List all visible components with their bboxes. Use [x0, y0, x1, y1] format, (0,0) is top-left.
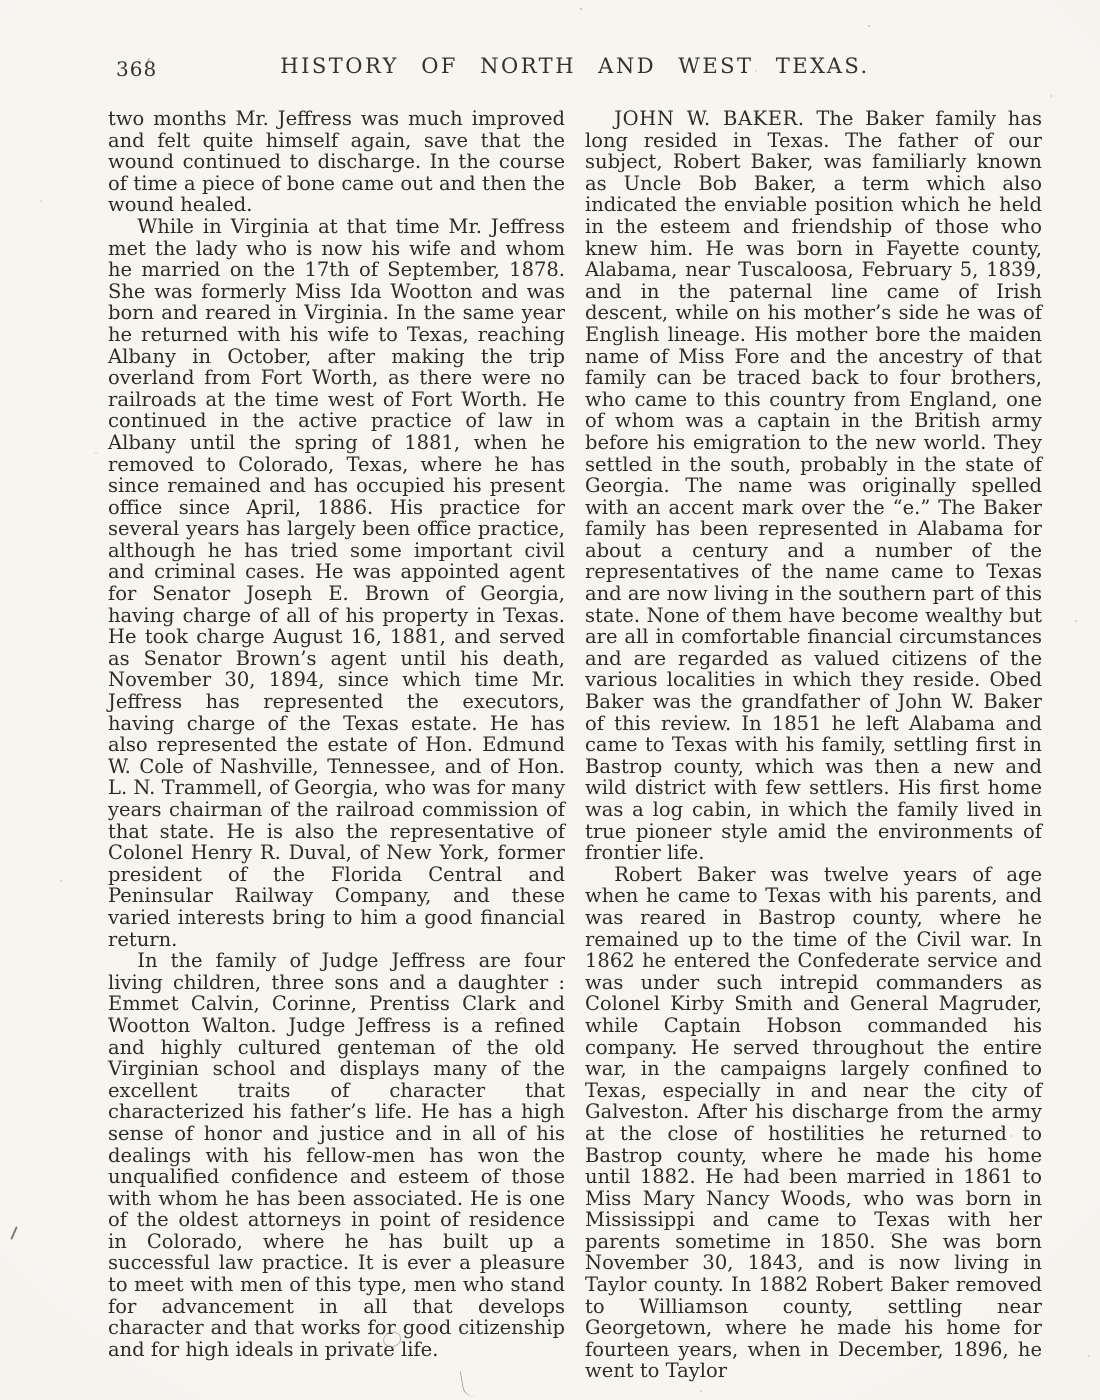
left-column: [108, 108, 565, 1382]
paragraph-text: The Baker family has long resided in Texas. The father of our subject, Robert Baker, was familiarly known as Uncle Bob Baker, a term which also indicated the enviable position which he held in the esteem and friendship of those who knew him. He was born in Fayette county, Alabama, near Tuscaloosa, February 5, 1839, and in the paternal line came of Irish descent, while on his mother’s side he was of English lineage. His mother bore the maiden name of Miss Fore and the ancestry of that family can be traced back to four brothers, who came to this country from England, one of whom was a captain in the British army before his emigration to the new world. They settled in the south, probably in the state of Georgia. The name was originally spelled with an accent mark over the “e.” The Baker family has been represented in Alabama for about a century and a number of the representatives of the name came to Texas and are now living in the southern part of this state. None of them have become wealthy but are all in comfortable financial circumstances and are regarded as valued citizens of the various localities in which they reside. Obed Baker was the grandfather of John W. Baker of this review. In 1851 he left Alabama and came to Texas with his family, settling first in Bastrop county, which was then a new and wild district with few settlers. His first home was a log cabin, in which the family lived in true pioneer style amid the environments of frontier life.: [585, 107, 1042, 865]
paragraph: In the family of Judge Jeffress are four living children, three sons and a daughter : Emmet Calvin, Corinne, Prentiss Clark and Wootton Walton. Judge Jeffress is a refined and highly cultured genteman of the old Virginian school and displays many of the excellent traits of character that characterized his father’s life. He has a high sense of honor and justice and in all of his dealings with his fellow-men has won the unqualified confidence and esteem of those with whom he has been associated. He is one of the oldest attorneys in point of residence in Colorado, where he has built up a successful law practice. It is ever a pleasure to meet with men of this type, men who stand for advancement in all that develops character and that works for good citizenship and for high ideals in private life.: [108, 949, 565, 1361]
article-title: JOHN W. BAKER.: [614, 107, 805, 130]
text-columns: [108, 108, 1042, 1382]
page-number: 368: [116, 57, 158, 81]
paragraph: [585, 108, 1042, 864]
running-header-title: HISTORY OF NORTH AND WEST TEXAS.: [280, 54, 870, 78]
scan-artifact-specks: [0, 0, 2, 2]
scan-artifact-pen-mark: [10, 1226, 18, 1240]
paragraph: Robert Baker was twelve years of age when he came to Texas with his parents, and was reared in Bastrop county, where he remained up to the time of the Civil war. In 1862 he entered the Confederate service and was under such intrepid commanders as Colonel Kirby Smith and General Magruder, while Captain Hobson commanded his company. He served throughout the entire war, in the campaigns largely confined to Texas, especially in and near the city of Galveston. After his discharge from the army at the close of hostilities he returned to Bastrop county, where he made his home until 1882. He had been married in 1861 to Miss Mary Nancy Woods, who was born in Mississippi and came to Texas with her parents sometime in 1850. She was born November 30, 1843, and is now living in Taylor county. In 1882 Robert Baker removed to Williamson county, settling near Georgetown, where he made his home for fourteen years, when in December, 1896, he went to Taylor: [585, 862, 1042, 1383]
right-column: [585, 108, 1042, 1382]
page-header: [108, 54, 1042, 86]
paragraph: While in Virginia at that time Mr. Jeffress met the lady who is now his wife and whom he married on the 17th of September, 1878. She was formerly Miss Ida Wootton and was born and reared in Virginia. In the same year he returned with his wife to Texas, reaching Albany in October, after making the trip overland from Fort Worth, as there were no railroads at the time west of Fort Worth. He continued in the active practice of law in Albany until the spring of 1881, when he removed to Colorado, Texas, where he has since remained and has occupied his present office since April, 1886. His practice for several years has largely been office practice, although he has tried some important civil and criminal cases. He was appointed agent for Senator Joseph E. Brown of Georgia, having charge of all of his property in Texas. He took charge August 16, 1881, and served as Senator Brown’s agent until his death, November 30, 1894, since which time Mr. Jeffress has represented the executors, having charge of the Texas estate. He has also represented the estate of Hon. Edmund W. Cole of Nashville, Tennessee, and of Hon. L. N. Trammell, of Georgia, who was for many years chairman of the railroad commission of that state. He is also the representative of Colonel Henry R. Duval, of New York, former president of the Florida Central and Peninsular Railway Company, and these varied interests bring to him a good financial return.: [108, 214, 565, 951]
paragraph: two months Mr. Jeffress was much improved and felt quite himself again, save that the wound continued to discharge. In the course of time a piece of bone came out and then the wound healed.: [108, 107, 565, 217]
